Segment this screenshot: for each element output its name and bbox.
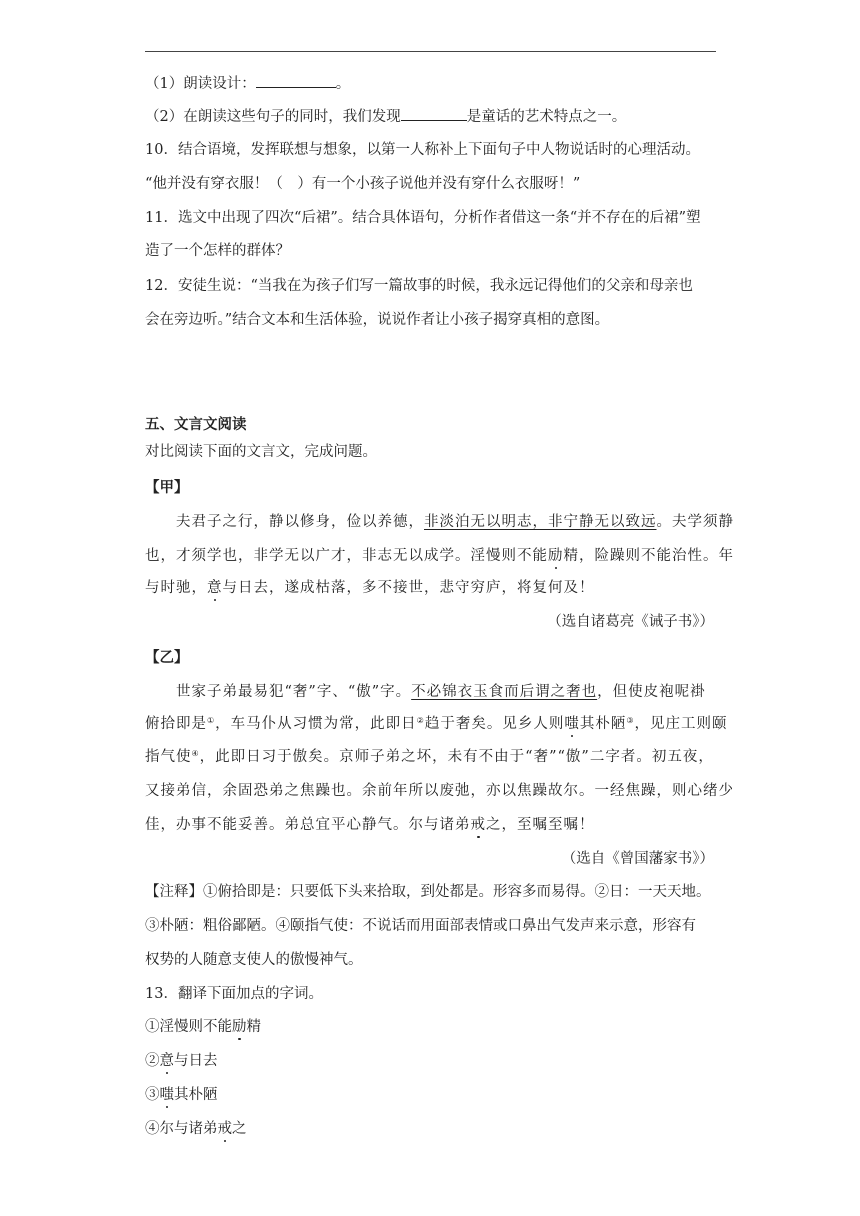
emphasis-dotted-char: 戒 [217,1121,232,1137]
passage-yi-line-1: 世家子弟最易犯“奢”字、“傲”字。不必锦衣玉食而后谓之奢也，但使皮袍呢褂 [176,684,706,700]
answer-blank[interactable] [401,106,467,121]
notes-line-2: ③朴陋：粗俗鄙陋。④颐指气使：不说话而用面部表情或口鼻出气发声来示意，形容有 [145,918,696,934]
question-13-title: 13．翻译下面加点的字词。 [145,986,323,1002]
underlined-sentence: 非淡泊无以明志，非宁静无以致远 [424,514,657,530]
passage-jia-label: 【甲】 [145,479,189,496]
question-11-line-2: 造了一个怎样的群体？ [145,243,290,259]
notes-line-1: 【注释】①俯拾即是：只要低下头来拾取，到处都是。形容多而易得。②日：一天天地。 [145,884,711,900]
emphasis-dotted-char: 嗤 [564,716,580,732]
emphasis-dotted-char: 意 [207,580,223,596]
question-10-line-1: 10．结合语境，发挥联想与想象，以第一人称补上下面句子中人物说话时的心理活动。 [145,142,700,158]
passage-jia-line-1: 夫君子之行，静以修身，俭以养德，非淡泊无以明志，非宁静无以致远。夫学须静 [176,514,734,530]
footnote-marker: ② [416,716,425,725]
header-rule [145,51,716,52]
passage-yi-line-2: 俯拾即是①，车马仆从习惯为常，此即日②趋于奢矣。见乡人则嗤其朴陋③，见庄工则颐 [145,716,728,732]
question-9-1: （1）朗读设计： 。 [145,73,350,94]
passage-jia-source: （选自诸葛亮《诫子书》） [547,614,714,630]
notes-line-3: 权势的人随意支使人的傲慢神气。 [145,952,363,968]
passage-jia-line-3: 与时驰，意与日去，遂成枯落，多不接世，悲守穷庐，将复何及！ [145,580,595,596]
emphasis-dotted-char: 意 [159,1053,174,1069]
passage-yi-line-5: 佳，办事不能妥善。弟总宜平心静气。尔与诸弟戒之，至嘱至嘱！ [145,817,595,833]
passage-yi-source: （选自《曾国藩家书》） [561,851,714,867]
underlined-sentence: 不必锦衣玉食而后谓之奢也 [411,684,598,700]
emphasis-dotted-char: 嗤 [159,1087,174,1103]
footnote-marker: ③ [626,716,635,725]
question-13-item-2: ②意与日去 [145,1053,218,1069]
footnote-marker: ① [207,716,216,725]
section-heading: 五、文言文阅读 [145,416,247,433]
passage-yi-line-4: 又接弟信，余固恐弟之焦躁也。余前年所以废弛，亦以焦躁故尔。一经焦躁，则心绪少 [145,783,734,799]
question-10-line-2: “他并没有穿衣服！（ ）有一个小孩子说他并没有穿什么衣服呀！” [145,176,581,192]
question-13-item-1: ①淫慢则不能励精 [145,1019,261,1035]
question-13-item-3: ③嗤其朴陋 [145,1087,218,1103]
section-intro: 对比阅读下面的文言文，完成问题。 [145,444,377,460]
question-11-line-1: 11．选文中出现了四次“后裙”。结合具体语句，分析作者借这一条“并不存在的后裙”塑 [145,210,701,226]
emphasis-dotted-char: 励 [232,1019,247,1035]
answer-blank[interactable] [256,73,336,88]
question-13-item-4: ④尔与诸弟戒之 [145,1121,247,1137]
question-9-2: （2）在朗读这些句子的同时，我们发现 是童话的艺术特点之一。 [145,106,626,127]
passage-yi-label: 【乙】 [145,649,189,666]
emphasis-dotted-char: 励 [548,548,564,564]
passage-jia-line-2: 也，才须学也，非学无以广才，非志无以成学。淫慢则不能励精，险躁则不能治性。年 [145,548,734,564]
emphasis-dotted-char: 戒 [470,817,486,833]
passage-yi-line-3: 指气使④，此即日习于傲矣。京师子弟之坏，未有不由于“奢”“傲”二字者。初五夜， [145,749,714,765]
footnote-marker: ④ [191,749,200,758]
question-12-line-2: 会在旁边听。”结合文本和生活体验，说说作者让小孩子揭穿真相的意图。 [145,312,610,328]
question-12-line-1: 12．安徒生说：“当我在为孩子们写一篇故事的时候，我永远记得他们的父亲和母亲也 [145,278,693,294]
